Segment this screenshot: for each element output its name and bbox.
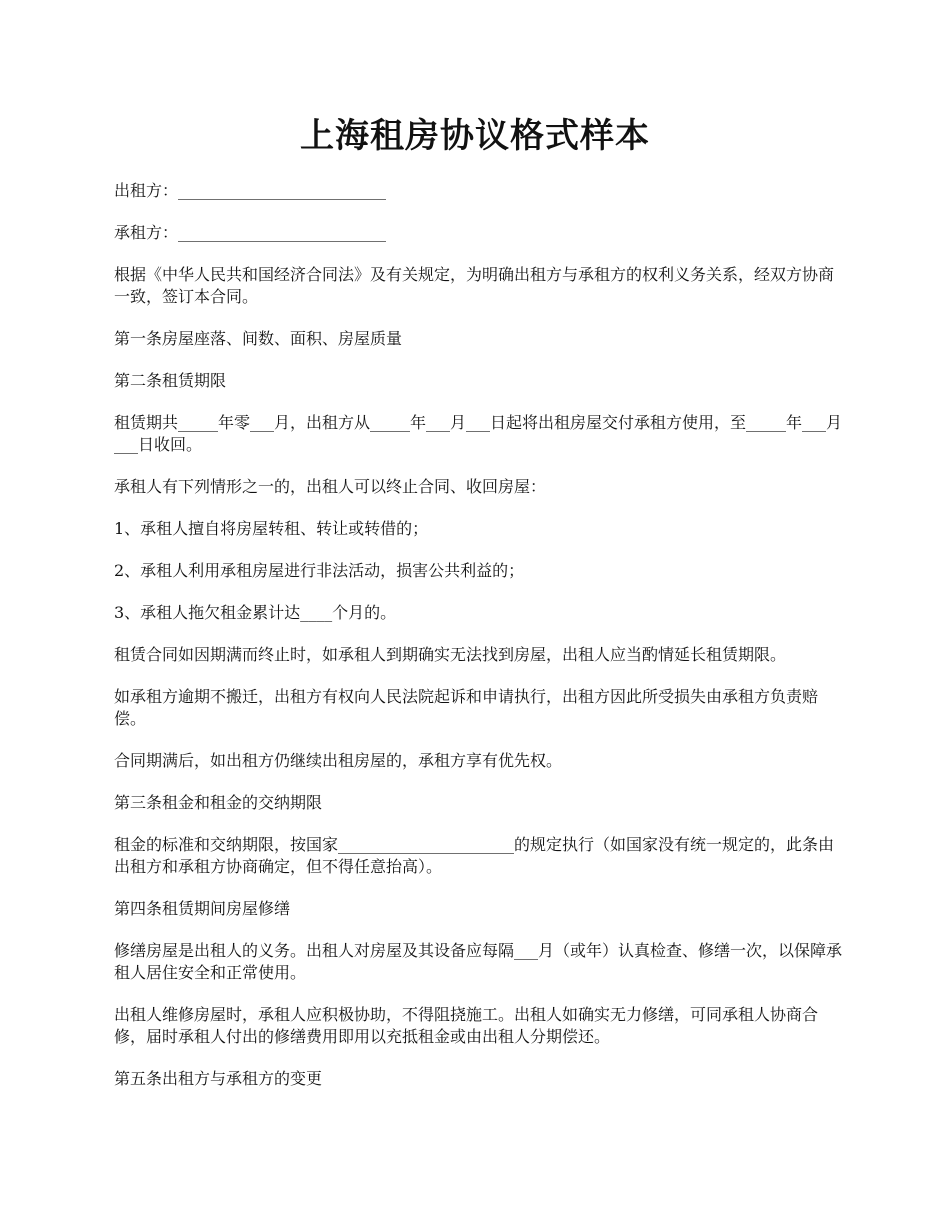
article-5-heading: 第五条出租方与承租方的变更	[114, 1069, 323, 1088]
lessor-line: 出租方：__________________________	[114, 181, 387, 200]
preamble-paragraph: 根据《中华人民共和国经济合同法》及有关规定，为明确出租方与承租方的权利义务关系，经双方协商一致，签订本合同。	[114, 265, 835, 306]
termination-item-2: 2、承租人利用承租房屋进行非法活动，损害公共利益的；	[114, 561, 525, 580]
lease-extension-paragraph: 租赁合同如因期满而终止时，如承租人到期确实无法找到房屋，出租人应当酌情延长租赁期限。	[114, 645, 787, 664]
lessee-line: 承租方：__________________________	[114, 223, 387, 242]
article-1-heading: 第一条房屋座落、间数、面积、房屋质量	[114, 329, 403, 348]
overdue-move-out-paragraph: 如承租方逾期不搬迁，出租方有权向人民法院起诉和申请执行，出租方因此所受损失由承租方负责赔偿。	[114, 687, 819, 728]
repair-duty-paragraph: 修缮房屋是出租人的义务。出租人对房屋及其设备应每隔___月（或年）认真检查、修缮一次，以保障承租人居住安全和正常使用。	[114, 941, 843, 982]
document-title: 上海租房协议格式样本	[300, 116, 650, 156]
article-4-heading: 第四条租赁期间房屋修缮	[114, 899, 291, 918]
termination-item-1: 1、承租人擅自将房屋转租、转让或转借的；	[114, 519, 429, 538]
article-2-heading: 第二条租赁期限	[114, 371, 227, 390]
rent-standard-paragraph: 租金的标准和交纳期限，按国家______________________的规定执行（如国家没有统一规定的，此条由出租方和承租方协商确定，但不得任意抬高）。	[114, 835, 835, 876]
termination-item-3: 3、承租人拖欠租金累计达____个月的。	[114, 603, 397, 622]
repair-cooperation-paragraph: 出租人维修房屋时，承租人应积极协助，不得阻挠施工。出租人如确实无力修缮，可同承租人协商合修，届时承租人付出的修缮费用即用以充抵租金或由出租人分期偿还。	[114, 1005, 819, 1046]
lease-term-paragraph: 租赁期共_____年零___月，出租方从_____年___月___日起将出租房屋交付承租方使用，至_____年___月___日收回。	[114, 413, 843, 454]
termination-conditions-paragraph: 承租人有下列情形之一的，出租人可以终止合同、收回房屋：	[114, 477, 547, 496]
article-3-heading: 第三条租金和租金的交纳期限	[114, 793, 323, 812]
document-body	[114, 180, 844, 1110]
priority-right-paragraph: 合同期满后，如出租方仍继续出租房屋的，承租方享有优先权。	[114, 751, 563, 770]
